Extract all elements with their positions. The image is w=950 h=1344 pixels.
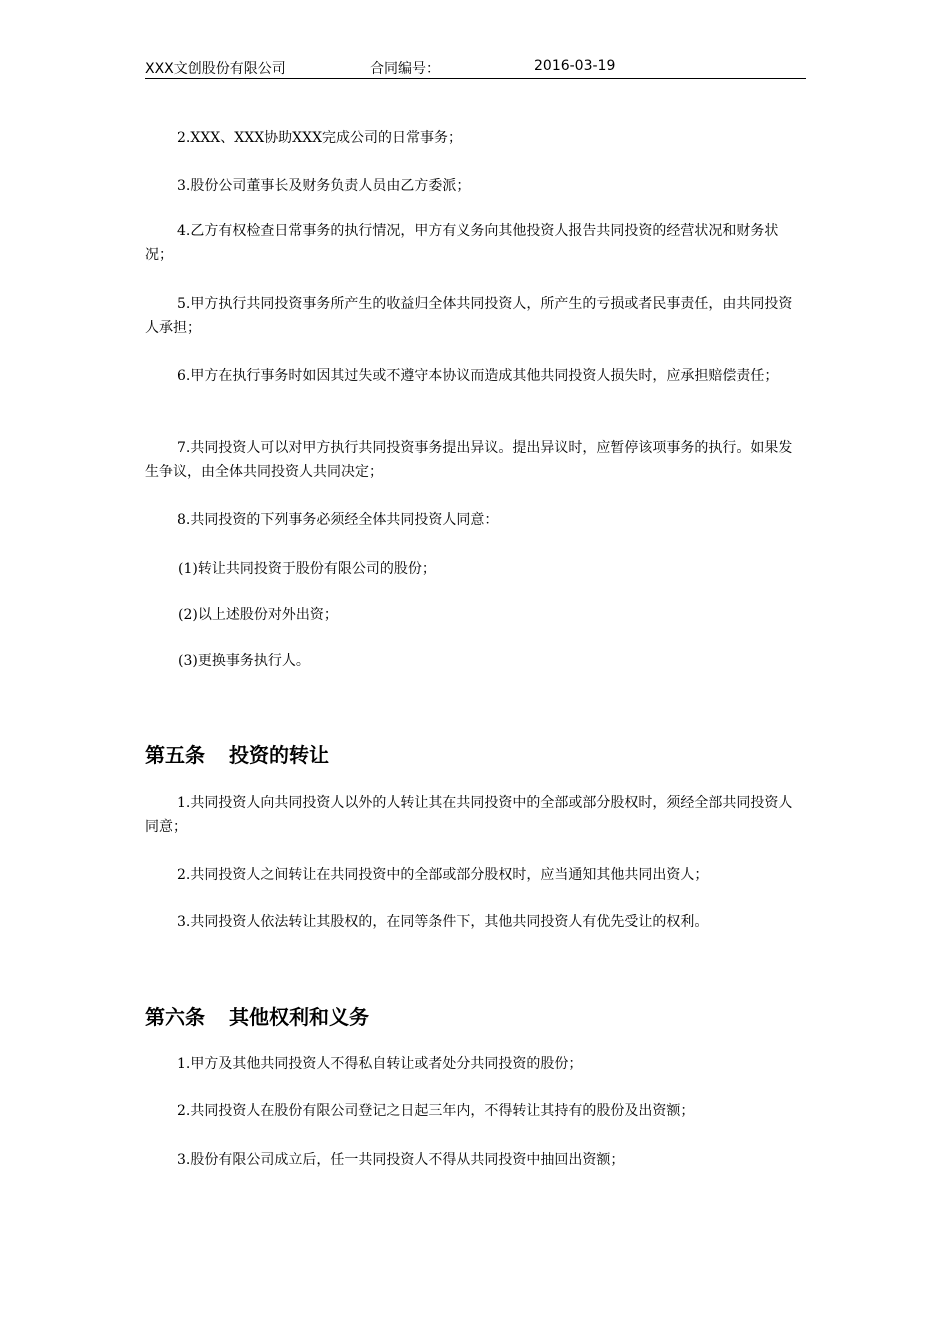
section-number: 第五条 (145, 743, 205, 767)
paragraph: 6.甲方在执行事务时如因其过失或不遵守本协议而造成其他共同投资人损失时，应承担赔偿责任； (177, 368, 779, 384)
sub-item: (1)转让共同投资于股份有限公司的股份； (178, 561, 436, 577)
paragraph: 3.股份公司董事长及财务负责人员由乙方委派； (177, 178, 471, 194)
paragraph: 3.股份有限公司成立后，任一共同投资人不得从共同投资中抽回出资额； (177, 1152, 625, 1168)
paragraph: 2.共同投资人之间转让在共同投资中的全部或部分股权时，应当通知其他共同出资人； (177, 867, 709, 883)
paragraph: 3.共同投资人依法转让其股权的，在同等条件下，其他共同投资人有优先受让的权利。 (177, 914, 709, 930)
paragraph: 4.乙方有权检查日常事务的执行情况，甲方有义务向其他投资人报告共同投资的经营状况和财务状况； (145, 223, 779, 263)
page-header (145, 58, 806, 79)
section-heading-5 (145, 741, 329, 769)
section-title: 投资的转让 (229, 743, 329, 767)
paragraph: 2.XXX、XXX协助XXX完成公司的日常事务； (177, 130, 463, 146)
paragraph: 2.共同投资人在股份有限公司登记之日起三年内，不得转让其持有的股份及出资额； (177, 1103, 695, 1119)
sub-item: (2)以上述股份对外出资； (178, 607, 338, 623)
section-title: 其他权利和义务 (229, 1005, 369, 1029)
header-date: 2016-03-19 (534, 58, 616, 74)
company-name: XXX文创股份有限公司 (145, 61, 286, 77)
contract-number-label: 合同编号： (370, 61, 440, 77)
section-number: 第六条 (145, 1005, 205, 1029)
section-heading-6 (145, 1003, 369, 1031)
paragraph: 5.甲方执行共同投资事务所产生的收益归全体共同投资人，所产生的亏损或者民事责任，由共同投资人承担； (145, 296, 793, 336)
paragraph: 8.共同投资的下列事务必须经全体共同投资人同意： (177, 512, 499, 528)
paragraph: 1.共同投资人向共同投资人以外的人转让其在共同投资中的全部或部分股权时，须经全部共同投资人同意； (145, 795, 793, 835)
sub-item: (3)更换事务执行人。 (178, 653, 310, 669)
paragraph: 7.共同投资人可以对甲方执行共同投资事务提出异议。提出异议时，应暂停该项事务的执行。如果发生争议，由全体共同投资人共同决定； (145, 440, 793, 480)
paragraph: 1.甲方及其他共同投资人不得私自转让或者处分共同投资的股份； (177, 1056, 583, 1072)
